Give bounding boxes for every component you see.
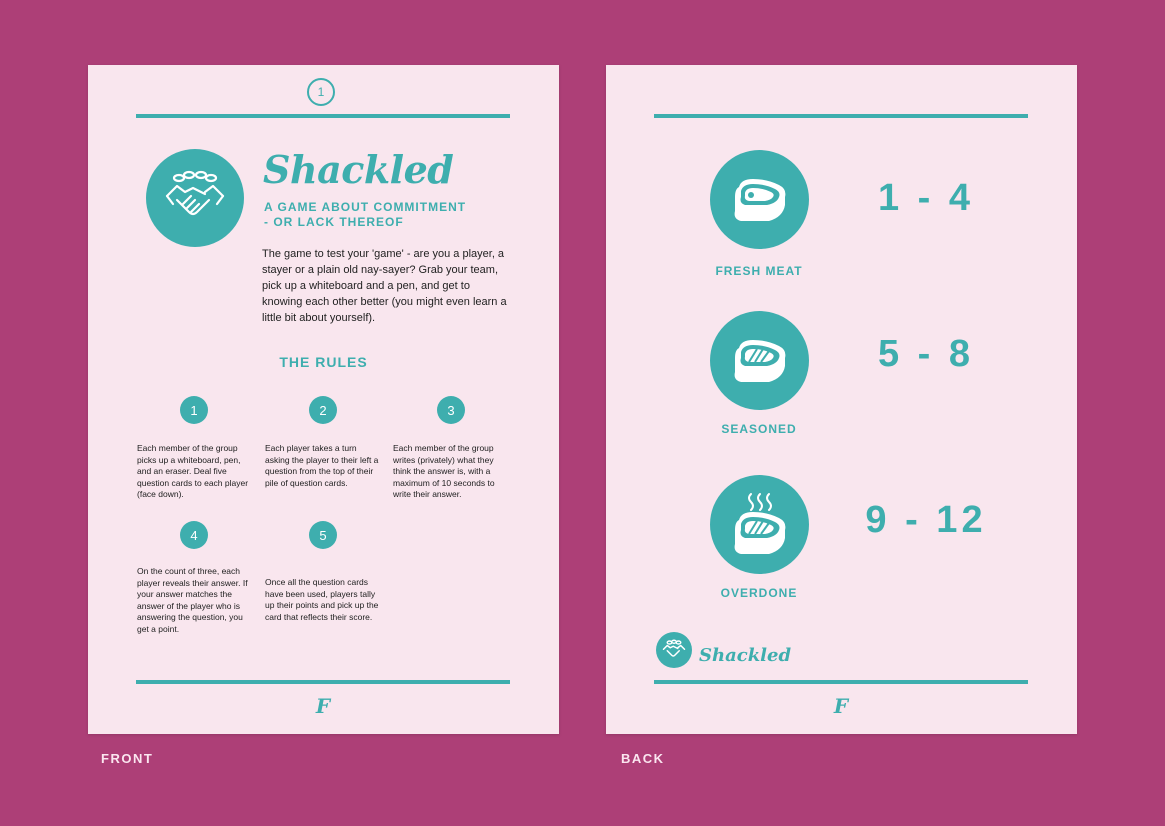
range-fresh-meat: 1 - 4 xyxy=(877,177,975,219)
grilled-steak-icon xyxy=(729,336,791,386)
range-seasoned: 5 - 8 xyxy=(877,333,975,375)
back-card xyxy=(606,65,1077,734)
label-overdone: OVERDONE xyxy=(720,586,798,600)
stage-circle-overdone xyxy=(710,475,809,574)
game-title: Shackled xyxy=(263,147,454,192)
rule-number-2: 2 xyxy=(309,396,337,424)
brand-wordmark: Shackled xyxy=(699,645,792,666)
page-number-badge: 1 xyxy=(307,78,335,106)
smoking-steak-icon xyxy=(729,492,791,558)
f-logo: F xyxy=(833,694,849,718)
game-subtitle: A GAME ABOUT COMMITMENT - OR LACK THEREOF xyxy=(264,200,467,229)
rule-text-4: On the count of three, each player reveals their answer. If your answer matches the answer of the player who is answering the question, you get a point. xyxy=(137,566,248,634)
rule-number-3: 3 xyxy=(437,396,465,424)
intro-paragraph: The game to test your 'game' - are you a player, a stayer or a plain old nay-sayer? Grab your team, pick up a whiteboard and a pen, and get to knowing each other better (you might even learn a little bit about yourself). xyxy=(262,248,507,324)
range-overdone: 9 - 12 xyxy=(865,499,987,541)
label-seasoned: SEASONED xyxy=(721,422,797,436)
rule-text-2: Each player takes a turn asking the player to their left a question from the top of their pile of question cards. xyxy=(265,443,379,488)
label-fresh-meat: FRESH MEAT xyxy=(715,264,803,278)
front-label: FRONT xyxy=(101,751,154,766)
rules-heading: THE RULES xyxy=(279,354,368,370)
stage-circle-fresh-meat xyxy=(710,150,809,249)
f-logo: F xyxy=(315,694,331,718)
handshake-shackles-icon xyxy=(662,638,686,662)
bottom-divider xyxy=(136,680,510,684)
rule-text-3: Each member of the group writes (privately) what they think the answer is, with a maximum of 10 seconds to write their answer. xyxy=(393,443,495,499)
rule-number-5: 5 xyxy=(309,521,337,549)
stage-circle-seasoned xyxy=(710,311,809,410)
bottom-divider xyxy=(654,680,1028,684)
rule-text-5: Once all the question cards have been used, players tally up their points and pick up the card that reflects their score. xyxy=(265,577,379,622)
raw-steak-icon xyxy=(729,175,791,225)
brand-icon-circle xyxy=(656,632,692,668)
hero-icon-circle xyxy=(146,149,244,247)
top-divider xyxy=(136,114,510,118)
rule-number-4: 4 xyxy=(180,521,208,549)
back-label: BACK xyxy=(621,751,665,766)
top-divider xyxy=(654,114,1028,118)
handshake-shackles-icon xyxy=(163,166,227,230)
rule-text-1: Each member of the group picks up a whiteboard, pen, and an eraser. Deal five question cards to each player (face down). xyxy=(137,443,249,499)
rule-number-1: 1 xyxy=(180,396,208,424)
front-card xyxy=(88,65,559,734)
